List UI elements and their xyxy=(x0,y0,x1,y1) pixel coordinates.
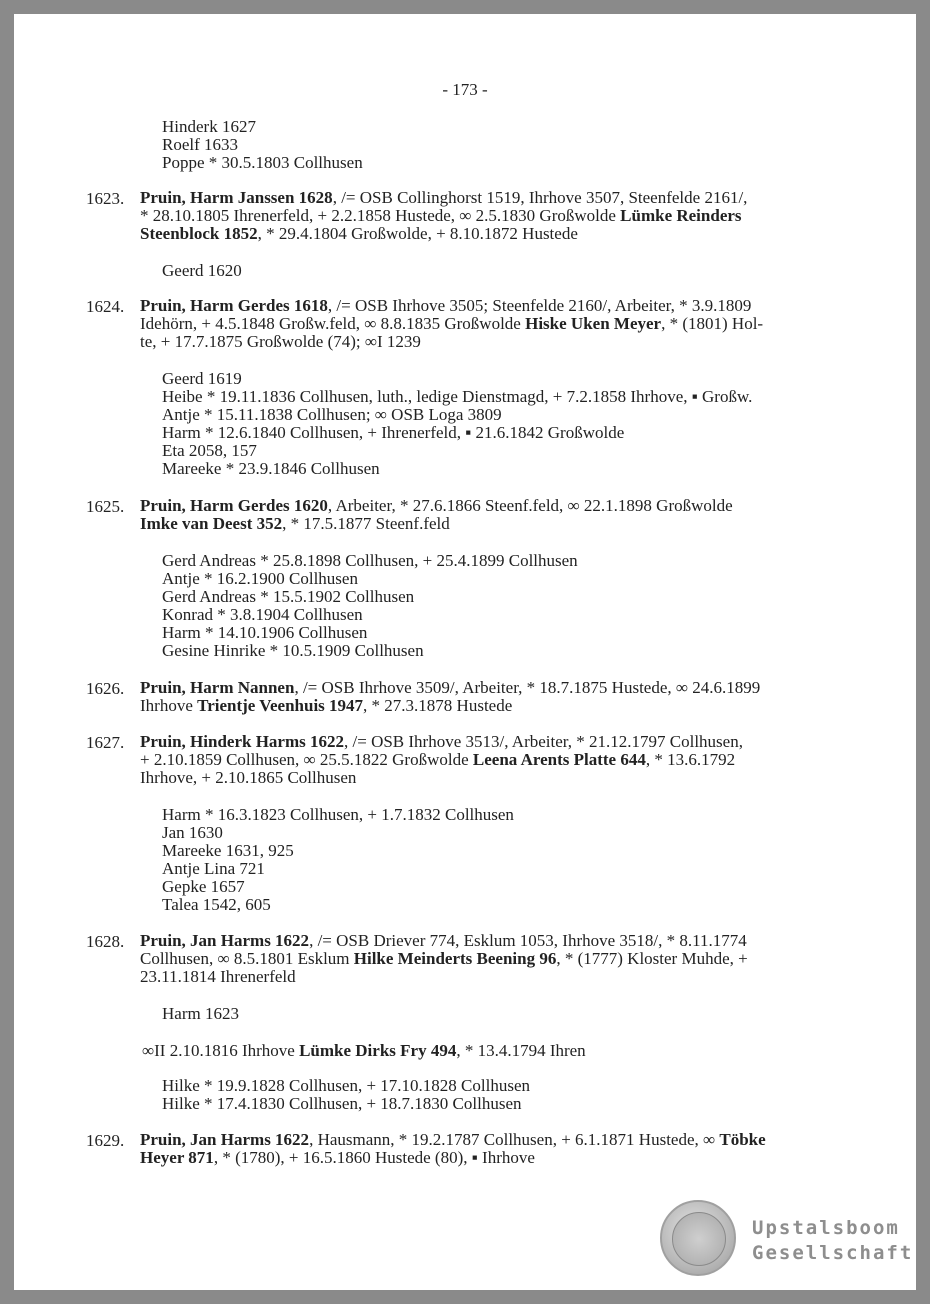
entry-number: 1627. xyxy=(86,733,125,752)
entry-line: Pruin, Harm Gerdes 1618, /= OSB Ihrhove 3505; Steenfelde 2160/, Arbeiter, * 3.9.1809 xyxy=(140,296,752,315)
entry-text xyxy=(140,932,840,986)
entry-number: 1623. xyxy=(86,189,125,208)
logo-line-2: Gesellschaft xyxy=(752,1242,914,1264)
entry-line: Ihrhove, + 2.10.1865 Collhusen xyxy=(140,768,357,787)
child-line: Gerd Andreas * 25.8.1898 Collhusen, + 25.4.1899 Collhusen xyxy=(162,551,578,570)
entry-number: 1624. xyxy=(86,297,125,316)
entry-text xyxy=(140,297,840,351)
child-line: Antje * 16.2.1900 Collhusen xyxy=(162,569,358,588)
entry-line: Pruin, Harm Janssen 1628, /= OSB Collinghorst 1519, Ihrhove 3507, Steenfelde 2161/, xyxy=(140,188,748,207)
page-number: - 173 - xyxy=(442,80,488,99)
entry-line: + 2.10.1859 Collhusen, ∞ 25.5.1822 Großwolde Leena Arents Platte 644, * 13.6.1792 xyxy=(140,750,736,769)
child-line: Mareeke * 23.9.1846 Collhusen xyxy=(162,459,380,478)
child-line: Mareeke 1631, 925 xyxy=(162,841,294,860)
entry-line: Steenblock 1852, * 29.4.1804 Großwolde, + 8.10.1872 Hustede xyxy=(140,224,578,243)
child-line: Gerd Andreas * 15.5.1902 Collhusen xyxy=(162,587,415,606)
child-line: Harm * 12.6.1840 Collhusen, + Ihrenerfeld, ▪ 21.6.1842 Großwolde xyxy=(162,423,625,442)
child-line: Harm * 16.3.1823 Collhusen, + 1.7.1832 Collhusen xyxy=(162,805,514,824)
child-line: Poppe * 30.5.1803 Collhusen xyxy=(162,153,363,172)
child-line: Geerd 1620 xyxy=(162,261,242,280)
society-seal xyxy=(660,1200,736,1276)
entry-number: 1625. xyxy=(86,497,125,516)
entry-line: Pruin, Jan Harms 1622, Hausmann, * 19.2.1787 Collhusen, + 6.1.1871 Hustede, ∞ Töbke xyxy=(140,1130,766,1149)
child-line: Harm 1623 xyxy=(162,1004,239,1023)
entry-line: Pruin, Harm Gerdes 1620, Arbeiter, * 27.6.1866 Steenf.feld, ∞ 22.1.1898 Großwolde xyxy=(140,496,733,515)
entry-line: 23.11.1814 Ihrenerfeld xyxy=(140,967,296,986)
entry-text xyxy=(140,679,840,715)
child-line: Gesine Hinrike * 10.5.1909 Collhusen xyxy=(162,641,424,660)
child-line: Antje Lina 721 xyxy=(162,859,265,878)
entry-text xyxy=(140,497,840,533)
child-line: Hinderk 1627 xyxy=(162,117,256,136)
child-line: Roelf 1633 xyxy=(162,135,239,154)
child-line: Eta 2058, 157 xyxy=(162,441,257,460)
child-line: Hilke * 19.9.1828 Collhusen, + 17.10.1828 Collhusen xyxy=(162,1076,530,1095)
second-marriage-line: ∞II 2.10.1816 Ihrhove Lümke Dirks Fry 494, * 13.4.1794 Ihren xyxy=(142,1041,586,1060)
entry-line: Imke van Deest 352, * 17.5.1877 Steenf.feld xyxy=(140,514,450,533)
entry-line: * 28.10.1805 Ihrenerfeld, + 2.2.1858 Hustede, ∞ 2.5.1830 Großwolde Lümke Reinders xyxy=(140,206,742,225)
entry-line: te, + 17.7.1875 Großwolde (74); ∞I 1239 xyxy=(140,332,421,351)
child-line: Gepke 1657 xyxy=(162,877,245,896)
child-line: Hilke * 17.4.1830 Collhusen, + 18.7.1830 Collhusen xyxy=(162,1094,522,1113)
logo-line-1: Upstalsboom xyxy=(752,1217,900,1239)
entry-text xyxy=(140,733,840,787)
entry-line: Pruin, Harm Nannen, /= OSB Ihrhove 3509/, Arbeiter, * 18.7.1875 Hustede, ∞ 24.6.1899 xyxy=(140,678,761,697)
entry-text xyxy=(140,1131,840,1167)
entry-number: 1626. xyxy=(86,679,125,698)
entry-line: Collhusen, ∞ 8.5.1801 Esklum Hilke Meinderts Beening 96, * (1777) Kloster Muhde, + xyxy=(140,949,748,968)
entry-line: Pruin, Jan Harms 1622, /= OSB Driever 774, Esklum 1053, Ihrhove 3518/, * 8.11.1774 xyxy=(140,931,747,950)
child-line: Heibe * 19.11.1836 Collhusen, luth., ledige Dienstmagd, + 7.2.1858 Ihrhove, ▪ Großw. xyxy=(162,387,753,406)
entry-line: Idehörn, + 4.5.1848 Großw.feld, ∞ 8.8.1835 Großwolde Hiske Uken Meyer, * (1801) Hol- xyxy=(140,314,764,333)
child-line: Konrad * 3.8.1904 Collhusen xyxy=(162,605,363,624)
entry-line: Heyer 871, * (1780), + 16.5.1860 Hustede (80), ▪ Ihrhove xyxy=(140,1148,535,1167)
entry-number: 1628. xyxy=(86,932,125,951)
child-line: Geerd 1619 xyxy=(162,369,242,388)
child-line: Talea 1542, 605 xyxy=(162,895,271,914)
entry-number: 1629. xyxy=(86,1131,125,1150)
entry-text xyxy=(140,189,840,243)
entry-line: Pruin, Hinderk Harms 1622, /= OSB Ihrhove 3513/, Arbeiter, * 21.12.1797 Collhusen, xyxy=(140,732,743,751)
child-line: Harm * 14.10.1906 Collhusen xyxy=(162,623,368,642)
child-line: Jan 1630 xyxy=(162,823,223,842)
entry-line: Ihrhove Trientje Veenhuis 1947, * 27.3.1878 Hustede xyxy=(140,696,513,715)
child-line: Antje * 15.11.1838 Collhusen; ∞ OSB Loga 3809 xyxy=(162,405,502,424)
society-logo-text xyxy=(752,1216,913,1266)
